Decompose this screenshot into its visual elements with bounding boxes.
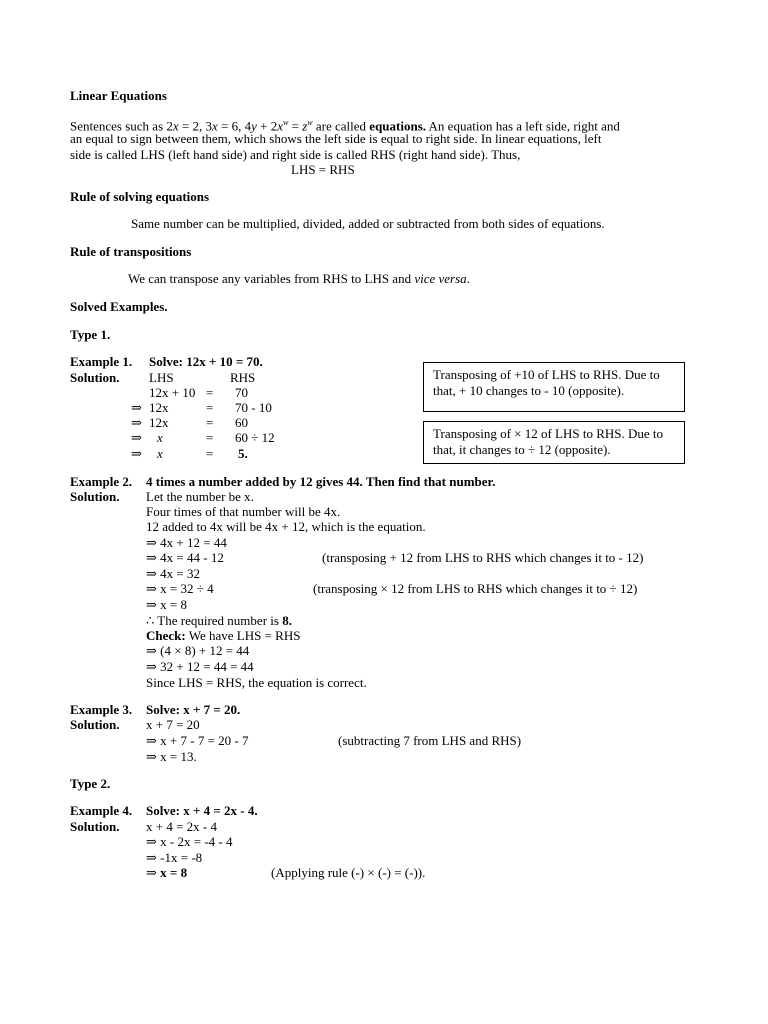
ex4-line-3: ⇒ -1x = -8 [146, 850, 203, 865]
arrow-icon: ⇒ [146, 834, 157, 849]
ex1-row-4-eq: = [206, 430, 214, 445]
ex2-line-11: ⇒ (4 × 8) + 12 = 44 [146, 643, 250, 658]
arrow-icon: ⇒ [146, 733, 157, 748]
intro-line-4: LHS = RHS [291, 162, 355, 177]
ex1-row-2-eq: = [206, 400, 214, 415]
rhs-heading: RHS [230, 370, 256, 385]
ex3-line-2-note: (subtracting 7 from LHS and RHS) [338, 733, 522, 748]
ex1-row-1-rhs: 70 [235, 385, 248, 400]
intro-line-2: an equal to sign between them, which shows the left side is equal to right side. In linear equations, left [70, 131, 602, 146]
note-box-1: Transposing of +10 of LHS to RHS. Due to that, + 10 changes to - 10 (opposite). [423, 362, 685, 412]
arrow-icon: ⇒ [146, 535, 157, 550]
arrow-icon: ⇒ [146, 850, 157, 865]
arrow-icon: ⇒ [146, 597, 157, 612]
ex2-line-7: ⇒ x = 32 ÷ 4 [146, 581, 214, 596]
ex2-line-12: ⇒ 32 + 12 = 44 = 44 [146, 659, 254, 674]
ex1-row-3-lhs: 12x [149, 415, 169, 430]
arrow-icon: ⇒ [131, 400, 142, 415]
example-3-label: Example 3. [70, 702, 133, 717]
ex3-line-2: ⇒ x + 7 - 7 = 20 - 7 [146, 733, 249, 748]
solved-examples-heading: Solved Examples. [70, 299, 168, 314]
ex1-row-5-rhs: 5. [238, 446, 248, 461]
arrow-icon: ⇒ [146, 581, 157, 596]
ex1-row-4-lhs: x [157, 430, 163, 445]
ex1-row-1-eq: = [206, 385, 214, 400]
ex3-line-3: ⇒ x = 13. [146, 749, 197, 764]
intro-line-3: side is called LHS (left hand side) and right side is called RHS (right hand side). Thus, [70, 147, 521, 162]
example-3-solution-label: Solution. [70, 717, 120, 732]
ex2-line-10: Check: We have LHS = RHS [146, 628, 301, 643]
example-2-question: 4 times a number added by 12 gives 44. Then find that number. [146, 474, 496, 489]
ex1-row-3-rhs: 60 [235, 415, 248, 430]
rule-solving-text: Same number can be multiplied, divided, added or subtracted from both sides of equations. [131, 216, 605, 231]
page-title: Linear Equations [70, 88, 167, 103]
intro-line-1: Sentences such as 2x = 2, 3x = 6, $4y + 2x^w = z^w$ are called equations. An equation has a left side, right and [70, 118, 620, 134]
example-4-solution-label: Solution. [70, 819, 120, 834]
ex2-line-6: ⇒ 4x = 32 [146, 566, 200, 581]
arrow-icon: ⇒ [146, 566, 157, 581]
ex4-line-4: ⇒ x = 8 [146, 865, 188, 880]
arrow-icon: ⇒ [146, 643, 157, 658]
rule-solving-heading: Rule of solving equations [70, 189, 210, 204]
example-4-label: Example 4. [70, 803, 133, 818]
type-1-heading: Type 1. [70, 327, 111, 342]
ex1-row-5-eq: = [206, 446, 214, 461]
ex4-line-2: ⇒ x - 2x = -4 - 4 [146, 834, 233, 849]
ex4-line-4-note: (Applying rule (-) × (-) = (-)). [271, 865, 426, 880]
ex2-line-5: ⇒ 4x = 44 - 12 [146, 550, 224, 565]
ex2-line-2: Four times of that number will be 4x. [146, 504, 341, 519]
example-4-question: Solve: x + 4 = 2x - 4. [146, 803, 258, 818]
example-3-question: Solve: x + 7 = 20. [146, 702, 241, 717]
rule-transpose-heading: Rule of transpositions [70, 244, 192, 259]
example-2-solution-label: Solution. [70, 489, 120, 504]
ex1-row-3-eq: = [206, 415, 214, 430]
arrow-icon: ⇒ [131, 415, 142, 430]
ex1-row-2-lhs: 12x [149, 400, 169, 415]
example-1-label: Example 1. [70, 354, 133, 369]
rule-transpose-text: We can transpose any variables from RHS to LHS and vice versa. [128, 271, 470, 286]
ex2-line-9: ∴ The required number is 8. [146, 613, 292, 628]
ex4-line-1: x + 4 = 2x - 4 [146, 819, 217, 834]
arrow-icon: ⇒ [131, 430, 142, 445]
ex2-line-7-note: (transposing × 12 from LHS to RHS which changes it to ÷ 12) [313, 581, 638, 596]
example-2-label: Example 2. [70, 474, 133, 489]
ex2-line-1: Let the number be x. [146, 489, 254, 504]
type-2-heading: Type 2. [70, 776, 111, 791]
ex2-line-13: Since LHS = RHS, the equation is correct. [146, 675, 367, 690]
example-1-question: Solve: 12x + 10 = 70. [149, 354, 263, 369]
arrow-icon: ⇒ [146, 550, 157, 565]
ex2-line-4: ⇒ 4x + 12 = 44 [146, 535, 227, 550]
lhs-heading: LHS [149, 370, 174, 385]
ex1-row-1-lhs: 12x + 10 [149, 385, 196, 400]
arrow-icon: ⇒ [131, 446, 142, 461]
ex2-line-3: 12 added to 4x will be 4x + 12, which is the equation. [146, 519, 426, 534]
ex2-line-8: ⇒ x = 8 [146, 597, 187, 612]
example-1-solution-label: Solution. [70, 370, 120, 385]
ex1-row-4-rhs: 60 ÷ 12 [235, 430, 275, 445]
ex1-row-2-rhs: 70 - 10 [235, 400, 272, 415]
arrow-icon: ⇒ [146, 865, 157, 880]
ex2-line-5-note: (transposing + 12 from LHS to RHS which changes it to - 12) [322, 550, 644, 565]
ex3-line-1: x + 7 = 20 [146, 717, 200, 732]
arrow-icon: ⇒ [146, 659, 157, 674]
ex1-row-5-lhs: x [157, 446, 163, 461]
arrow-icon: ⇒ [146, 749, 157, 764]
note-box-2: Transposing of × 12 of LHS to RHS. Due to that, it changes to ÷ 12 (opposite). [423, 421, 685, 464]
